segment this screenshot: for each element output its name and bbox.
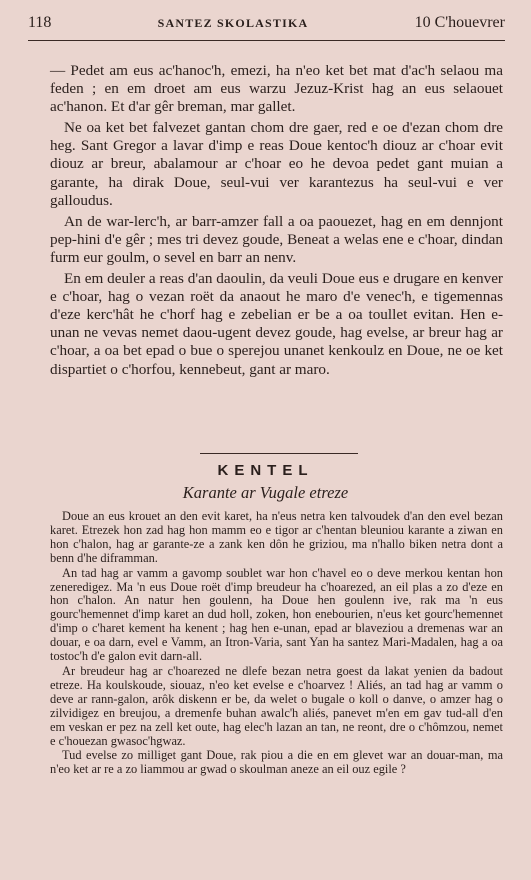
paragraph: Ar breudeur hag ar c'hoarezed ne dlefe bezan netra goest da lakat yenien da badout etreze. Ha koulskoude, siouaz, n'eo ket evelse e c'hoarvez ! Aliés, an tad hag ar vamm o deve ar rann-galon, arôk diskenn er be, da welet o bugale o koll o danve, o amzer hag o zilvidigez en breujou, a dremenfe buhan awalc'h aliés, panevet m'en em gav tud-all d'en em veskan er pez na zell ket oute, hag elec'h lazan an tan, ne reont, dre o c'hômzou, nemet e c'houezan gwasoc'hgwaz. bbox=[50, 663, 503, 748]
section-title: KENTEL bbox=[217, 462, 314, 479]
paragraph: Doue an eus krouet an den evit karet, ha n'eus netra ken talvoudek d'an den evel bezan karet. Etrezek hon zad hag hon mamm eo e tigor ar c'hentan bleuniou karante a ziwan en hon c'halon, hag ar garante-ze a zank ken dôn he griziou, ma n'hallo biken netra dont a benn d'he diframman. bbox=[50, 509, 503, 565]
header-date: 10 C'houevrer bbox=[414, 14, 505, 31]
paragraph: An de war-lerc'h, ar barr-amzer fall a oa paouezet, hag en em dennjont pep-hini d'e gêr ; mes tri devez goude, Beneat a welas ene e c'hoar, dindan furm eur goulm, o sevel en barr an nenv. bbox=[50, 212, 503, 266]
page-header bbox=[28, 14, 505, 36]
header-rule bbox=[28, 40, 505, 41]
page-number: 118 bbox=[28, 14, 52, 31]
running-title: SANTEZ SKOLASTIKA bbox=[157, 16, 309, 30]
section-subtitle: Karante ar Vugale etreze bbox=[182, 483, 349, 502]
paragraph: Ne oa ket bet falvezet gantan chom dre gaer, red e oe d'ezan chom dre heg. Sant Gregor a lavar d'imp e reas Doue kentoc'h diouz ar c'hoar evit diouz ar breur, abalamour ar c'hoar eo he devoa pedet gant muian a garante, ha dirak Doue, seul-vui ver karantezus ha seul-vui e ver galloudus. bbox=[50, 119, 503, 209]
section-divider bbox=[200, 453, 358, 454]
paragraph: — Pedet am eus ac'hanoc'h, emezi, ha n'eo ket bet mat d'ac'h selaou ma feden ; en em droet am eus warzu Jezuz-Krist hag an eus selaouet ac'hanon. Et d'ar gêr breman, mar gallet. bbox=[50, 62, 503, 116]
main-text bbox=[50, 62, 503, 382]
paragraph: An tad hag ar vamm a gavomp soublet war hon c'havel eo o deve merkou kentan hon zeneredigez. Ma 'n eus Doue roët d'imp breudeur ha c'hoarezed, an eil plas a zo d'eze en hon c'halon. An natur hen goulenn, ha Doue hen goulenn ive, rak ma 'n eus gourc'hemennet d'imp karet an dud holl, zoken, hon enebourien, n'eus ket gourc'hemennet d'imp o c'haret kement ha kenent ; hag hen e-unan, epad ar blaveziou a dremenas war an douar, e oa darn, evel e Vamm, an Itron-Varia, sant Yan ha santez Mari-Madalen, hag a oa tostoc'h d'e galon evit darn-all. bbox=[50, 565, 503, 664]
paragraph: Tud evelse zo milliget gant Doue, rak piou a die en em glevet war an douar-man, ma n'eo ket ar re a zo liammou ar gwad o skoulman aneze an eil ouz egile ? bbox=[50, 748, 503, 777]
paragraph: En em deuler a reas d'an daoulin, da veuli Doue eus e drugare en kenver e c'hoar, hag o vezan roët da anaout he maro d'e venec'h, e tigemennas d'eze kerc'hât he c'horf hag e zebelian er be a oa toullet evitan. Hen e-unan ne vevas nemet daou-ugent devez goude, hag evelse, ar breur hag ar c'hoar, a oa bet epad o bue o sperejou unanet kenkoulz en Doue, ne oe ket dispartiet o c'horfou, kennebeut, gant ar maro. bbox=[50, 270, 503, 378]
lesson-text bbox=[50, 510, 503, 778]
